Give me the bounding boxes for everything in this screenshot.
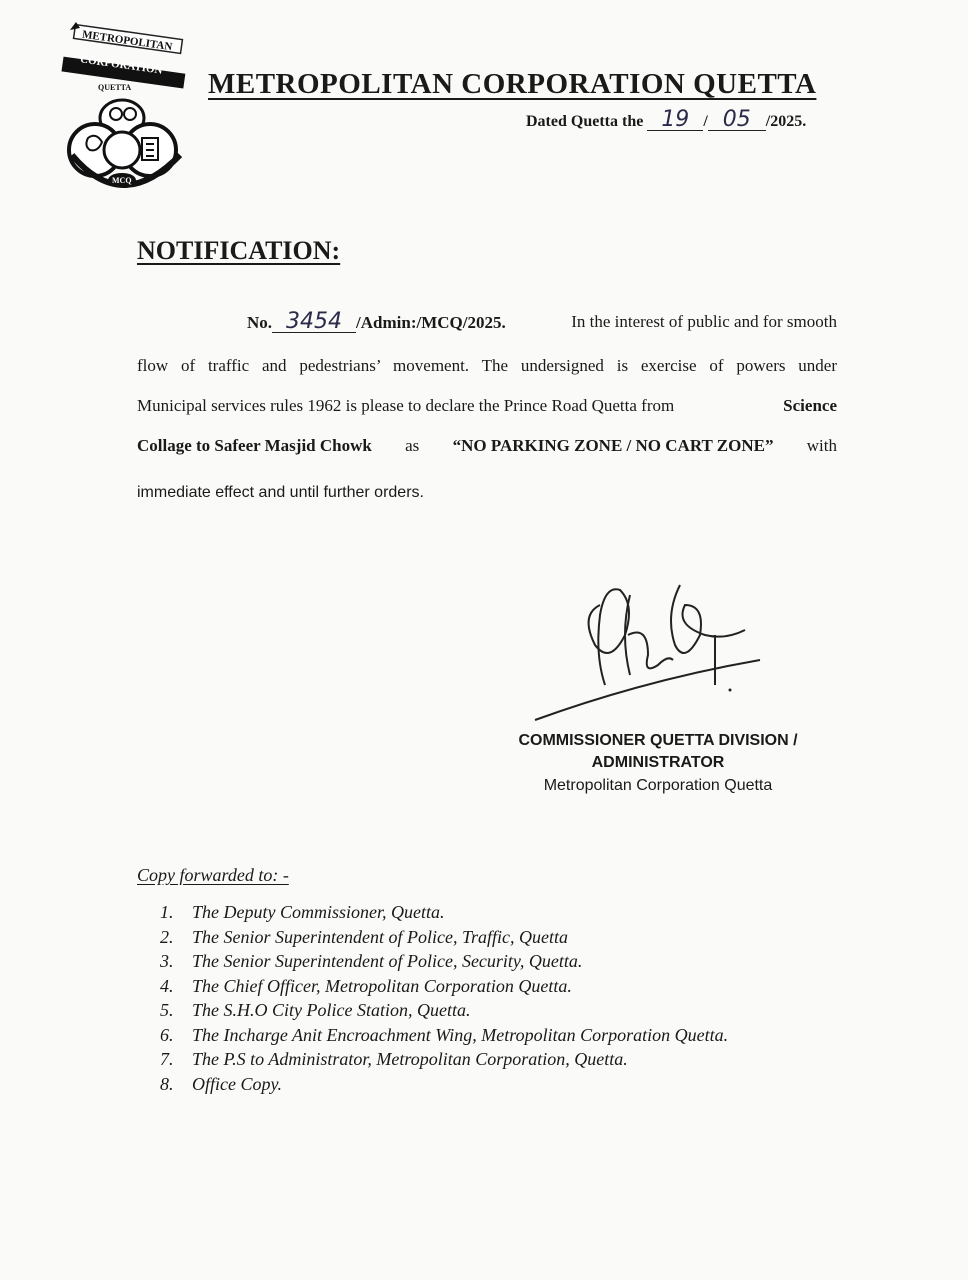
- list-item: [160, 974, 728, 999]
- list-item-text: The Deputy Commissioner, Quetta.: [192, 902, 445, 922]
- notification-line-3-text: Municipal services rules 1962 is please to declare the Prince Road Quetta from: [137, 396, 675, 415]
- date-month: 05: [708, 110, 766, 131]
- notification-zone: “NO PARKING ZONE / NO CART ZONE”: [452, 436, 774, 455]
- list-item: [160, 925, 728, 950]
- organization-title: METROPOLITAN CORPORATION QUETTA: [208, 68, 817, 100]
- list-item-text: Office Copy.: [192, 1073, 282, 1094]
- dated-prefix: Dated Quetta the: [526, 113, 644, 130]
- logo-text-bottom: MCQ: [112, 176, 132, 185]
- list-item: [160, 900, 728, 925]
- copy-list: [160, 900, 728, 1096]
- list-item-number: 6.: [160, 1024, 174, 1045]
- list-item-number: 7.: [160, 1049, 174, 1069]
- notification-heading: NOTIFICATION:: [137, 236, 341, 265]
- list-item-number: 5.: [160, 1000, 174, 1020]
- list-item-number: 2.: [160, 926, 174, 947]
- notification-line-4-as: as: [405, 436, 420, 455]
- mcq-logo: [50, 10, 200, 190]
- notification-line-1-text: In the interest of public and for smooth: [571, 312, 837, 331]
- list-item-number: 1.: [160, 902, 174, 922]
- list-item-number: 8.: [160, 1073, 174, 1094]
- list-item-text: The Senior Superintendent of Police, Security, Quetta.: [192, 951, 583, 971]
- notification-line-5: immediate effect and until further orders.: [137, 484, 424, 501]
- notification-line-2: flow of traffic and pedestrians’ movement. The undersigned is exercise of powers under: [137, 356, 837, 375]
- date-day: 19: [647, 110, 703, 131]
- notification-number: 3454: [272, 312, 356, 333]
- list-item-text: The Senior Superintendent of Police, Traffic, Quetta: [192, 926, 568, 947]
- signatory-title: COMMISSIONER QUETTA DIVISION /: [518, 732, 798, 749]
- signatory-org: Metropolitan Corporation Quetta: [543, 777, 773, 794]
- notification-route: Collage to Safeer Masjid Chowk: [137, 436, 372, 455]
- notification-line-3: [137, 396, 837, 416]
- signatory-role: ADMINISTRATOR: [591, 754, 725, 771]
- list-item-text: The S.H.O City Police Station, Quetta.: [192, 1000, 471, 1020]
- date-year: /2025.: [765, 113, 807, 130]
- logo-text-city: QUETTA: [98, 83, 132, 92]
- notification-line-3-bold: Science: [783, 396, 837, 415]
- notification-no-suffix: /Admin:/MCQ/2025.: [356, 313, 506, 332]
- signatory-block: [480, 730, 836, 798]
- list-item: [160, 998, 728, 1023]
- notification-line-4-with: with: [806, 436, 837, 455]
- date-separator: /: [703, 113, 708, 130]
- list-item-number: 3.: [160, 951, 174, 971]
- logo-text-top: METROPOLITAN: [81, 28, 173, 54]
- date-line: [526, 107, 807, 132]
- list-item: [160, 1023, 728, 1048]
- notification-no-prefix: No.: [247, 313, 273, 332]
- list-item-text: The Chief Officer, Metropolitan Corporation Quetta.: [192, 975, 572, 996]
- list-item-text: The Incharge Anit Encroachment Wing, Metropolitan Corporation Quetta.: [192, 1024, 729, 1045]
- list-item-number: 4.: [160, 975, 174, 996]
- signature: [530, 575, 770, 725]
- list-item: [160, 1072, 728, 1097]
- notification-line-4: [137, 436, 837, 456]
- logo-text-mid: CORPORATION: [79, 53, 164, 77]
- list-item: [160, 949, 728, 974]
- list-item: [160, 1047, 728, 1072]
- copy-forwarded-heading: Copy forwarded to: -: [137, 865, 289, 885]
- notification-line-1: [247, 309, 837, 334]
- list-item-text: The P.S to Administrator, Metropolitan Corporation, Quetta.: [192, 1049, 628, 1069]
